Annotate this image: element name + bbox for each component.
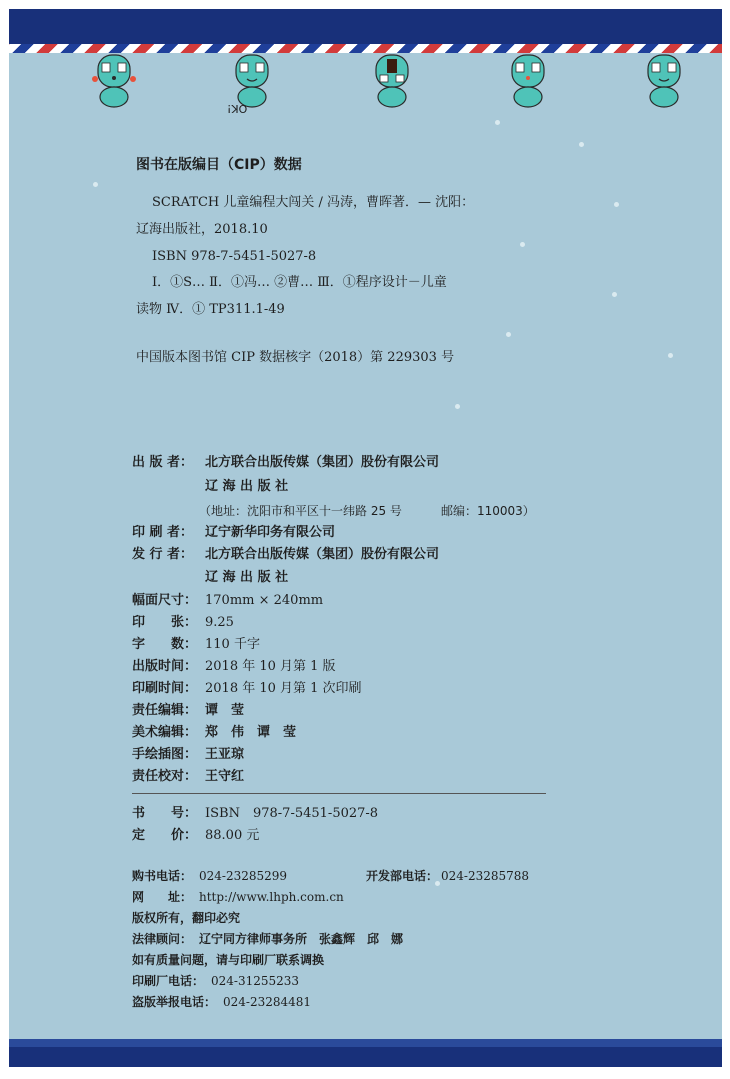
isbn-label: 书 号： bbox=[132, 806, 198, 821]
spec-label: 美术编辑： bbox=[132, 725, 198, 740]
spec-label: 幅面尺寸： bbox=[132, 593, 198, 608]
decor-dot bbox=[495, 120, 500, 125]
factory-phone-value: 024-31255233 bbox=[211, 974, 300, 988]
quality-notice: 如有质量问题，请与印刷厂联系调换 bbox=[132, 953, 325, 967]
mascot-icon bbox=[503, 51, 553, 109]
piracy-phone-value: 024-23284481 bbox=[223, 995, 312, 1009]
divider bbox=[132, 793, 546, 794]
spec-label: 手绘插图： bbox=[132, 747, 198, 762]
decor-dot bbox=[93, 182, 98, 187]
decor-dot bbox=[455, 404, 460, 409]
decor-dot bbox=[612, 292, 617, 297]
cip-isbn: ISBN 978-7-5451-5027-8 bbox=[152, 249, 317, 264]
website-link[interactable]: http://www.lhph.com.cn bbox=[199, 890, 344, 904]
cip-verify: 中国版本图书馆 CIP 数据核字（2018）第 229303 号 bbox=[136, 350, 455, 365]
mascot-icon bbox=[639, 51, 689, 109]
spec-label: 字 数： bbox=[132, 637, 198, 652]
piracy-phone-label: 盗版举报电话： bbox=[132, 995, 217, 1009]
dev-phone-label: 开发部电话： bbox=[366, 869, 439, 883]
spec-value: 王亚琼 bbox=[205, 747, 245, 762]
decor-dot bbox=[520, 242, 525, 247]
spec-value: 9.25 bbox=[205, 615, 234, 630]
cip-line: SCRATCH 儿童编程大闯关 / 冯涛，曹晖著．— 沈阳： bbox=[152, 195, 475, 210]
decor-dot bbox=[579, 142, 584, 147]
publisher-name-2: 辽 海 出 版 社 bbox=[205, 479, 289, 494]
bottom-stripe bbox=[9, 1039, 722, 1047]
spec-value: 110 千字 bbox=[205, 637, 260, 652]
publisher-name: 北方联合出版传媒（集团）股份有限公司 bbox=[205, 455, 440, 470]
cip-line: 读物 Ⅳ．① TP311.1-49 bbox=[136, 302, 285, 317]
law-value: 辽宁同方律师事务所 张鑫辉 邱 娜 bbox=[199, 932, 404, 946]
bottom-border-band bbox=[9, 1047, 722, 1067]
mascot-icon bbox=[367, 51, 417, 109]
order-phone-label: 购书电话： bbox=[132, 869, 193, 883]
spec-value: 2018 年 10 月第 1 版 bbox=[205, 659, 336, 674]
cip-line: 辽海出版社，2018.10 bbox=[136, 222, 268, 237]
publisher-address: （地址：沈阳市和平区十一纬路 25 号 bbox=[199, 504, 402, 518]
decor-dot bbox=[506, 332, 511, 337]
cip-line: Ⅰ．①S… Ⅱ．①冯… ②曹… Ⅲ．①程序设计－儿童 bbox=[152, 275, 447, 290]
printer-value: 辽宁新华印务有限公司 bbox=[205, 525, 336, 540]
spec-label: 责任编辑： bbox=[132, 703, 198, 718]
law-label: 法律顾问： bbox=[132, 932, 193, 946]
spec-value: 郑 伟 谭 莹 bbox=[205, 725, 297, 740]
spec-label: 印 张： bbox=[132, 615, 198, 630]
price-value: 88.00 元 bbox=[205, 828, 260, 843]
spec-value: 2018 年 10 月第 1 次印刷 bbox=[205, 681, 362, 696]
factory-phone-label: 印刷厂电话： bbox=[132, 974, 205, 988]
mascot-icon bbox=[89, 51, 139, 109]
spec-label: 印刷时间： bbox=[132, 681, 198, 696]
spec-label: 出版时间： bbox=[132, 659, 198, 674]
distributor-name-2: 辽 海 出 版 社 bbox=[205, 570, 289, 585]
publisher-label: 出 版 者： bbox=[132, 455, 194, 470]
speech-bubble: OK! bbox=[227, 102, 248, 115]
cip-title: 图书在版编目（CIP）数据 bbox=[136, 157, 302, 173]
rights-notice: 版权所有，翻印必究 bbox=[132, 911, 241, 925]
printer-label: 印 刷 者： bbox=[132, 525, 194, 540]
spec-value: 王守红 bbox=[205, 769, 245, 784]
spec-value: 170mm × 240mm bbox=[205, 593, 324, 608]
top-border-band bbox=[9, 9, 722, 44]
dev-phone-value: 024-23285788 bbox=[441, 869, 530, 883]
website-label: 网 址： bbox=[132, 890, 193, 904]
spec-label: 责任校对： bbox=[132, 769, 198, 784]
publisher-zip: 邮编：110003） bbox=[441, 504, 535, 518]
decor-dot bbox=[614, 202, 619, 207]
distributor-name: 北方联合出版传媒（集团）股份有限公司 bbox=[205, 547, 440, 562]
isbn-value: ISBN 978-7-5451-5027-8 bbox=[205, 806, 379, 821]
distributor-label: 发 行 者： bbox=[132, 547, 194, 562]
spec-value: 谭 莹 bbox=[205, 703, 245, 718]
copyright-page bbox=[9, 9, 722, 1067]
order-phone-value: 024-23285299 bbox=[199, 869, 288, 883]
decor-dot bbox=[668, 353, 673, 358]
price-label: 定 价： bbox=[132, 828, 198, 843]
